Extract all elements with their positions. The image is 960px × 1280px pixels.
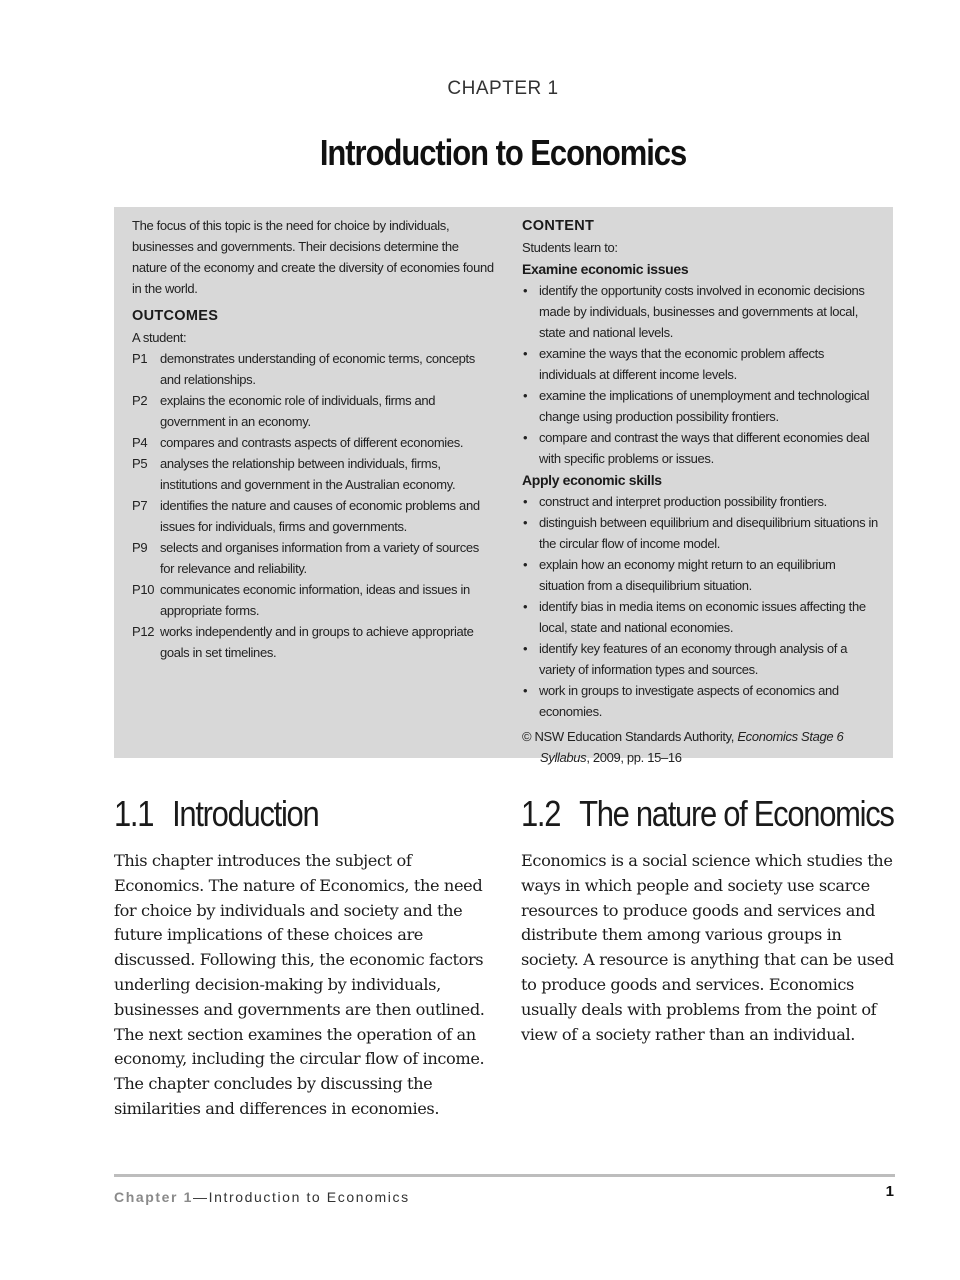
source-title: Economics Stage 6 Syllabus xyxy=(540,729,844,765)
outcome-text: demonstrates understanding of economic terms, concepts and relationships. xyxy=(160,351,475,387)
outcome-code: P2 xyxy=(132,393,148,408)
outcomes-heading: OUTCOMES xyxy=(132,308,219,324)
outcome-code: P7 xyxy=(132,498,148,513)
outcomes-lead: A student: xyxy=(132,330,187,345)
syllabus-left-column xyxy=(132,215,494,663)
list-item: • work in groups to investigate aspects of economics and economies. xyxy=(522,680,884,722)
outcome-text: selects and organises information from a variety of sources for relevance and reliability. xyxy=(160,540,479,576)
list-item: • construct and interpret production possibility frontiers. xyxy=(522,491,884,512)
apply-heading: Apply economic skills xyxy=(522,472,662,488)
section-number: 1.1 xyxy=(114,793,154,834)
focus-intro: The focus of this topic is the need for choice by individuals, businesses and governments. Their decisions determine the nature of the economy and create the diversity of economies found in the world. xyxy=(132,218,494,296)
outcomes-list xyxy=(132,348,494,663)
content-heading: CONTENT xyxy=(522,218,595,234)
outcome-code: P5 xyxy=(132,456,148,471)
content-lead: Students learn to: xyxy=(522,240,618,255)
outcome-code: P12 xyxy=(132,624,155,639)
examine-list xyxy=(522,280,884,469)
examine-heading: Examine economic issues xyxy=(522,261,689,277)
outcome-text: communicates economic information, ideas and issues in appropriate forms. xyxy=(160,582,470,618)
outcome-item xyxy=(132,432,494,453)
list-item: • explain how an economy might return to an equilibrium situation from a disequilibrium situation. xyxy=(522,554,884,596)
section-title: The nature of Economics xyxy=(579,793,894,834)
outcome-text: analyses the relationship between individuals, firms, institutions and government in the Australian economy. xyxy=(160,456,456,492)
outcome-code: P4 xyxy=(132,435,148,450)
list-item: • distinguish between equilibrium and disequilibrium situations in the circular flow of income model. xyxy=(522,512,884,554)
section-number: 1.2 xyxy=(521,793,561,834)
source-suffix: , 2009, pp. 15–16 xyxy=(586,750,682,765)
source-prefix: © NSW Education Standards Authority, xyxy=(522,729,738,744)
footer-rule xyxy=(114,1174,895,1177)
footer-title: Introduction to Economics xyxy=(208,1189,410,1205)
section-heading-nature-of-economics xyxy=(521,793,894,835)
section-body-introduction: This chapter introduces the subject of Economics. The nature of Economics, the need for choice by individuals and society and the future implications of these choices are discussed. Following this, the economic factors underling decision-making by individuals, businesses and governments are then outlined. The next section examines the operation of an economy, including the circular flow of income. The chapter concludes by discussing the similarities and differences in economies. xyxy=(114,851,485,1118)
list-item: • examine the ways that the economic problem affects individuals at different income levels. xyxy=(522,343,884,385)
chapter-title: Introduction to Economics xyxy=(319,132,687,173)
footer-dash: — xyxy=(192,1189,209,1205)
section-title: Introduction xyxy=(172,793,319,834)
outcome-item xyxy=(132,348,494,390)
outcome-code: P1 xyxy=(132,351,148,366)
outcome-item xyxy=(132,495,494,537)
outcome-text: works independently and in groups to achieve appropriate goals in set timelines. xyxy=(160,624,474,660)
outcome-item xyxy=(132,390,494,432)
outcome-text: compares and contrasts aspects of different economies. xyxy=(160,435,464,450)
syllabus-right-column xyxy=(522,215,884,768)
list-item: • identify bias in media items on economic issues affecting the local, state and national economies. xyxy=(522,596,884,638)
outcome-item xyxy=(132,453,494,495)
section-body-nature-of-economics: Economics is a social science which studies the ways in which people and society use scarce resources to produce goods and services and distribute them among various groups in society. A resource is anything that can be used to produce goods and services. Economics usually deals with problems from the point of view of a society rather than an individual. xyxy=(521,851,894,1044)
outcome-item xyxy=(132,579,494,621)
apply-list xyxy=(522,491,884,722)
section-heading-introduction xyxy=(114,793,318,835)
list-item: • examine the implications of unemployment and technological change using production possibility frontiers. xyxy=(522,385,884,427)
outcome-item xyxy=(132,621,494,663)
outcome-text: identifies the nature and causes of economic problems and issues for individuals, firms and governments. xyxy=(160,498,480,534)
outcome-code: P10 xyxy=(132,582,155,597)
outcome-item xyxy=(132,537,494,579)
running-footer xyxy=(114,1189,410,1205)
list-item: • identify key features of an economy through analysis of a variety of information types and sources. xyxy=(522,638,884,680)
list-item: • compare and contrast the ways that different economies deal with specific problems or issues. xyxy=(522,427,884,469)
syllabus-box xyxy=(114,207,893,765)
outcome-text: explains the economic role of individuals, firms and government in an economy. xyxy=(160,393,436,429)
source-citation xyxy=(522,726,884,768)
page-number: 1 xyxy=(885,1183,894,1200)
chapter-label: CHAPTER 1 xyxy=(447,78,559,99)
list-item: • identify the opportunity costs involved in economic decisions made by individuals, businesses and governments at local, state and national levels. xyxy=(522,280,884,343)
outcome-code: P9 xyxy=(132,540,148,555)
footer-chapter: Chapter 1 xyxy=(114,1189,193,1205)
